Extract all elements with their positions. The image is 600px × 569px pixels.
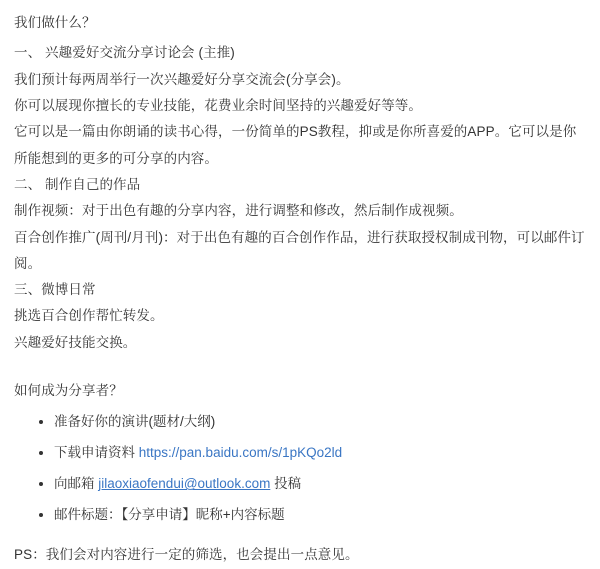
section-2-line-3: 百合创作推广(周刊/月刊)：对于出色有趣的百合创作作品，进行获取授权制成刊物，可以邮件订阅。 — [14, 229, 585, 271]
email-link[interactable]: jilaoxiaofendui@outlook.com — [98, 476, 271, 492]
list-item-text: 向邮箱 — [54, 476, 99, 492]
section-2-line-1: 二、 制作自己的作品 — [14, 176, 141, 192]
list-item-text: 邮件标题：【分享申请】昵称+内容标题 — [54, 507, 285, 523]
list-item-text: 准备好你的演讲(题材/大纲) — [54, 414, 216, 430]
section-1-line-3: 你可以展现你擅长的专业技能，花费业余时间坚持的兴趣爱好等等。 — [14, 97, 422, 113]
page-title: 我们做什么？ — [14, 15, 96, 30]
section-3-line-2: 挑选百合创作帮忙转发。 — [14, 308, 164, 324]
section-3-line-3: 兴趣爱好技能交换。 — [14, 334, 137, 350]
download-link[interactable]: https://pan.baidu.com/s/1pKQo2ld — [138, 445, 343, 461]
footnote: PS：我们会对内容进行一定的筛选，也会提出一点意见。 — [14, 547, 359, 563]
list-item-suffix: 投稿 — [270, 476, 302, 492]
list-item-text: 下载申请资料 — [54, 445, 139, 461]
list-item — [54, 410, 586, 435]
section-2-line-2: 制作视频：对于出色有趣的分享内容，进行调整和修改，然后制作成视频。 — [14, 203, 463, 219]
section-1-line-2: 我们预计每两周举行一次兴趣爱好分享交流会(分享会)。 — [14, 71, 350, 87]
how-to-list — [14, 410, 586, 528]
spacer — [14, 356, 586, 378]
section-3-line-1: 三、微博日常 — [14, 282, 96, 298]
section-1-line-4: 它可以是一篇由你朗诵的读书心得，一份简单的PS教程，抑或是你所喜爱的APP。它可以是你所能想到的更多的可分享的内容。 — [14, 124, 577, 166]
list-item — [54, 472, 586, 497]
list-item — [54, 503, 586, 528]
section-subheading: 如何成为分享者？ — [14, 383, 123, 399]
section-1-line-1: 一、 兴趣爱好交流分享讨论会 (主推) — [14, 45, 235, 61]
list-item — [54, 441, 586, 466]
